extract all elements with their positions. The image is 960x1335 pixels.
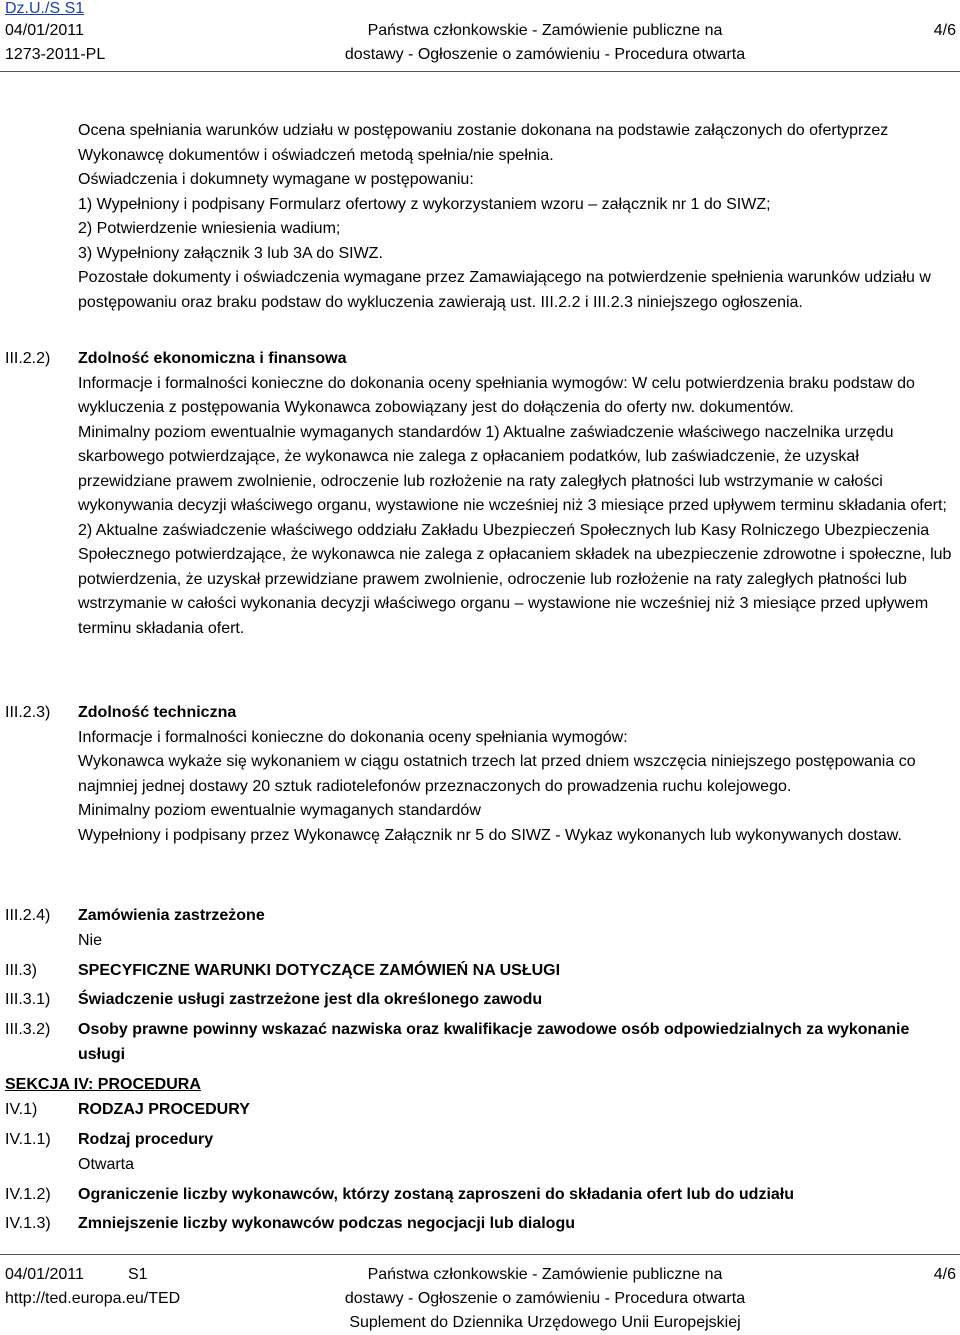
header-divider <box>0 71 960 72</box>
section-body <box>78 988 956 1013</box>
section-title: RODZAJ PROCEDURY <box>78 1101 250 1118</box>
paragraph: Minimalny poziom ewentualnie wymaganych standardów <box>78 802 481 819</box>
paragraph: Informacje i formalności konieczne do dokonania oceny spełniania wymogów: <box>78 728 628 746</box>
paragraph: 1) Wypełniony i podpisany Formularz ofertowy z wykorzystaniem wzoru – załącznik nr 1 do SIWZ; <box>78 195 771 213</box>
section-title: Rodzaj procedury <box>78 1131 214 1148</box>
section-number: IV.1.3) <box>5 1215 51 1232</box>
section-iv-heading: SEKCJA IV: PROCEDURA <box>5 1076 201 1093</box>
section-title: Świadczenie usługi zastrzeżone jest dla określonego zawodu <box>78 991 543 1008</box>
footer-title-line1: Państwa członkowskie - Zamówienie publiczne na <box>367 1266 723 1283</box>
section-body <box>78 1128 956 1177</box>
footer-divider <box>0 1254 960 1255</box>
header-notice-number: 1273-2011-PL <box>5 46 106 63</box>
section-title: Osoby prawne powinny wskazać nazwiska oraz kwalifikacje zawodowe osób odpowiedzialnych za wykonanie usługi <box>78 1021 910 1063</box>
journal-link[interactable]: Dz.U./S S1 <box>5 0 85 17</box>
paragraph: Ocena spełniania warunków udziału w postępowaniu zostanie dokonana na podstawie załączonych do ofertyprzez Wykonawcę dokumentów i oświadczeń metodą spełnia/nie spełnia. <box>78 122 889 164</box>
section-number: IV.1) <box>5 1101 38 1118</box>
section-title: Zdolność ekonomiczna i finansowa <box>78 350 347 367</box>
section-body <box>78 959 956 984</box>
footer-title-line3: Suplement do Dziennika Urzędowego Unii Europejskiej <box>349 1314 741 1331</box>
paragraph: Nie <box>78 931 103 949</box>
header-title-line1: Państwa członkowskie - Zamówienie publiczne na <box>367 22 723 39</box>
section-title: Zmniejszenie liczby wykonawców podczas negocjacji lub dialogu <box>78 1215 575 1232</box>
footer-page-number: 4/6 <box>933 1266 956 1283</box>
section-title: Zdolność techniczna <box>78 704 237 721</box>
paragraph: 2) Aktualne zaświadczenie właściwego oddziału Zakładu Ubezpieczeń Społecznych lub Kasy Rolniczego Ubezpieczenia Społecznego potwierdzające, że wykonawca nie zalega z opłacaniem składek na ubezpieczenie zdrowotne i społeczne, lub potwierdzenia, że uzyskał przewidziane prawem zwolnienie, odroczenie lub rozłożenie na raty zaległych płatności lub wstrzymanie w całości wykonania decyzji właściwego organu – wystawione nie wcześniej niż 3 miesiące przed upływem terminu składania ofert. <box>78 521 952 637</box>
section-body <box>78 701 956 848</box>
paragraph: Minimalny poziom ewentualnie wymaganych standardów 1) Aktualne zaświadczenie właściwego naczelnika urzędu skarbowego potwierdzające, że wykonawca nie zalega z opłacaniem podatków, lub zaświadczenie, że uzyskał przewidziane prawem zwolnienie, odroczenie lub rozłożenie na raty zaległych płatności lub wstrzymanie w całości wykonywania decyzji właściwego organu, wystawione nie wcześniej niż 3 miesiące przed upływem terminu składania ofert; <box>78 423 947 514</box>
section-body <box>78 347 956 641</box>
section-number: III.2.2) <box>5 350 51 367</box>
paragraph: 2) Potwierdzenie wniesienia wadium; <box>78 220 341 237</box>
footer-title-line2: dostawy - Ogłoszenie o zamówieniu - Procedura otwarta <box>344 1290 746 1307</box>
footer-date: 04/01/2011 <box>5 1266 84 1283</box>
section-body <box>78 1098 956 1123</box>
section-number: III.2.4) <box>5 907 51 924</box>
section-title: Zamówienia zastrzeżone <box>78 907 265 924</box>
section-title: Ograniczenie liczby wykonawców, którzy zostaną zaproszeni do składania ofert lub do udziału <box>78 1186 794 1203</box>
paragraph: Informacje i formalności konieczne do dokonania oceny spełniania wymogów: W celu potwierdzenia braku podstaw do wykluczenia z postępowania Wykonawca zobowiązany jest do dołączenia do oferty nw. dokumentów. <box>78 374 915 416</box>
footer-series: S1 <box>128 1266 148 1283</box>
section-body <box>78 119 956 315</box>
paragraph: Otwarta <box>78 1155 135 1173</box>
section-number: IV.1.2) <box>5 1186 51 1203</box>
section-number: III.3) <box>5 962 38 979</box>
section-body <box>78 1018 956 1067</box>
section-body <box>78 1212 956 1237</box>
paragraph: 3) Wypełniony załącznik 3 lub 3A do SIWZ. <box>78 244 383 262</box>
footer-ted-link[interactable]: http://ted.europa.eu/TED <box>5 1290 181 1307</box>
header-date: 04/01/2011 <box>5 22 84 39</box>
section-number: IV.1.1) <box>5 1131 51 1148</box>
page-footer <box>0 1264 960 1334</box>
section-number: III.2.3) <box>5 704 51 721</box>
page-header <box>0 0 960 70</box>
header-title-line2: dostawy - Ogłoszenie o zamówieniu - Procedura otwarta <box>344 46 746 63</box>
paragraph: Wykonawca wykaże się wykonaniem w ciągu ostatnich trzech lat przed dniem wszczęcia niniejszego postępowania co najmniej jednej dostawy 20 sztuk radiotelefonów przeznaczonych do prowadzenia ruchu kolejowego. <box>78 753 916 795</box>
section-number: III.3.2) <box>5 1021 51 1038</box>
section-number: III.3.1) <box>5 991 51 1008</box>
paragraph: Pozostałe dokumenty i oświadczenia wymagane przez Zamawiającego na potwierdzenie spełnienia warunków udziału w postępowaniu oraz braku podstaw do wykluczenia zawierają ust. III.2.2 i III.2.3 niniejszego ogłoszenia. <box>78 269 931 311</box>
header-page-number: 4/6 <box>933 22 956 39</box>
section-body <box>78 1183 956 1208</box>
paragraph: Oświadczenia i dokumnety wymagane w postępowaniu: <box>78 171 474 188</box>
section-body <box>78 904 956 953</box>
section-title: SPECYFICZNE WARUNKI DOTYCZĄCE ZAMÓWIEŃ NA USŁUGI <box>78 962 561 979</box>
paragraph: Wypełniony i podpisany przez Wykonawcę Załącznik nr 5 do SIWZ - Wykaz wykonanych lub wykonywanych dostaw. <box>78 826 902 844</box>
